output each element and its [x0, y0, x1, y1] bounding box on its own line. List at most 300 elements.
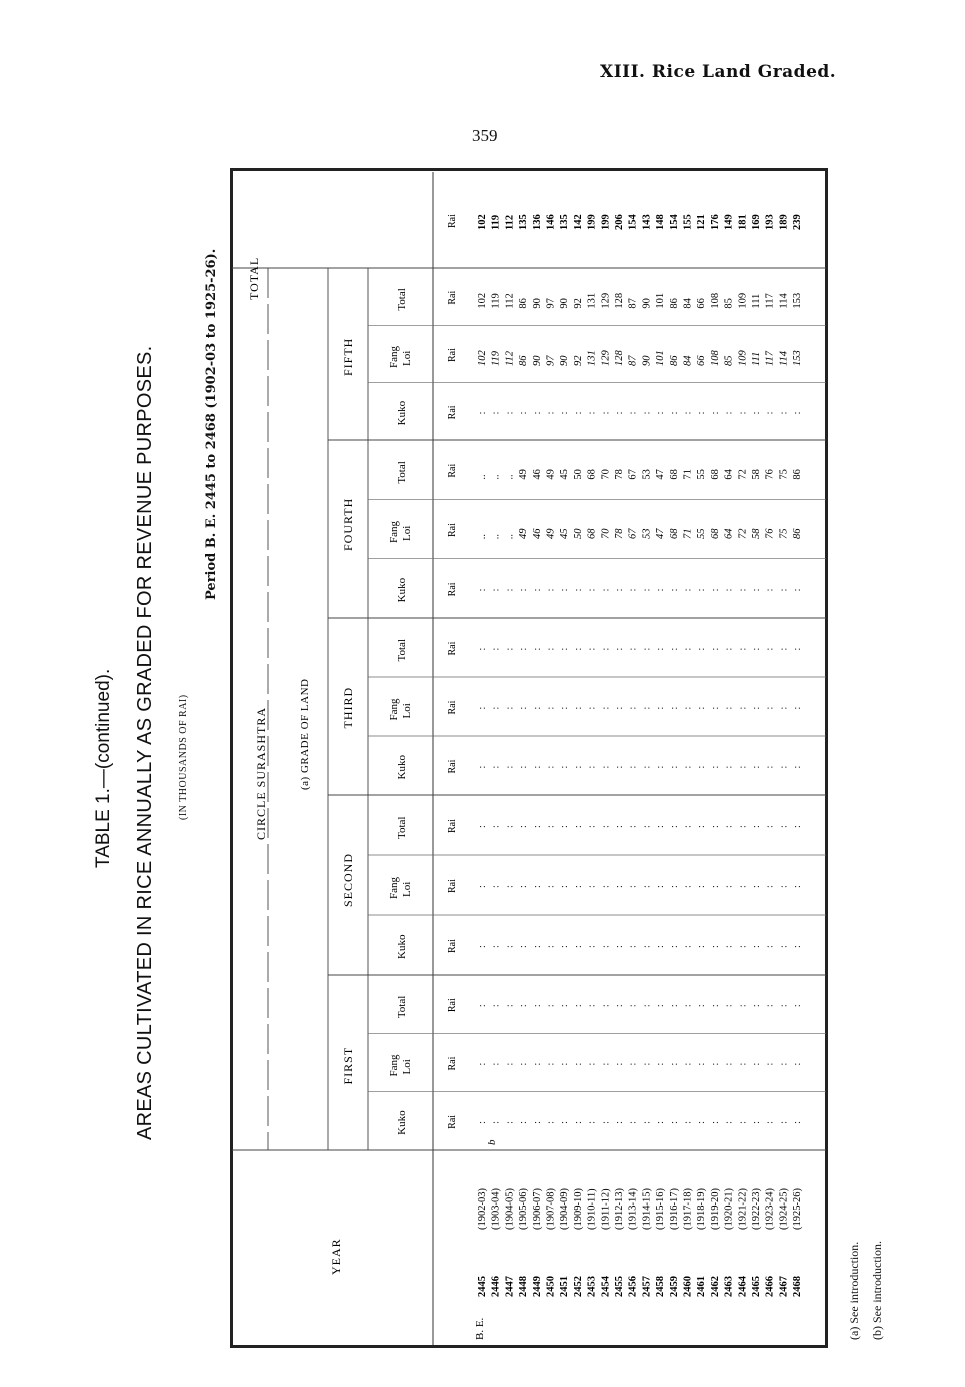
- empty-cell: :: [668, 588, 680, 592]
- unit-label: Rai: [447, 1056, 458, 1071]
- empty-cell: :: [641, 647, 653, 651]
- row-be-year: 2460: [682, 1276, 694, 1297]
- cell-fifth-fangloi: 86: [668, 355, 680, 366]
- empty-cell: :: [477, 825, 488, 828]
- cell-fifth-total: 84: [682, 298, 694, 309]
- cell-total: 189: [778, 214, 790, 230]
- cell-total: 135: [518, 214, 530, 230]
- empty-cell: :: [504, 765, 516, 769]
- empty-cell: :: [477, 885, 488, 888]
- empty-cell: :: [545, 1121, 557, 1124]
- empty-cell: :: [600, 588, 612, 592]
- row-be-year: 2452: [572, 1276, 584, 1297]
- empty-cell: :: [518, 588, 530, 592]
- empty-cell: :: [614, 945, 625, 948]
- empty-cell: :: [572, 588, 584, 592]
- cell-fourth-fangloi: 68: [709, 528, 721, 539]
- empty-cell: :: [490, 588, 502, 592]
- row-ce-year: (1914-15): [641, 1188, 653, 1230]
- footnote-a: [847, 1242, 862, 1340]
- cell-fourth-total: 70: [600, 469, 612, 480]
- cell-total: 239: [792, 214, 804, 230]
- empty-cell: :: [614, 706, 625, 710]
- empty-cell: :: [792, 1062, 804, 1066]
- row-ce-year: (1909-10): [572, 1188, 584, 1230]
- empty-cell: :: [545, 945, 557, 948]
- cell-fourth-total: 46: [531, 469, 543, 480]
- grade-fourth-heading: FOURTH: [341, 497, 355, 551]
- empty-cell: :: [518, 765, 530, 769]
- cell-fourth-total: 76: [764, 469, 776, 480]
- cell-fifth-fangloi: 112: [504, 351, 516, 366]
- empty-cell: :: [572, 411, 584, 415]
- empty-cell: :: [572, 1062, 584, 1066]
- empty-cell: :: [627, 588, 639, 592]
- cell-fourth-total: 78: [614, 469, 625, 480]
- empty-cell: :: [490, 765, 502, 769]
- cell-fourth-total: 49: [545, 469, 557, 480]
- cell-fourth-total: 68: [586, 469, 598, 480]
- empty-cell: :: [504, 706, 516, 710]
- empty-cell: :: [764, 1004, 776, 1008]
- empty-cell: :: [641, 1004, 653, 1008]
- subcol-total-label: Total: [396, 639, 408, 662]
- table-period: Period B. E. 2445 to 2468 (1902-03 to 1925-26).: [204, 248, 219, 600]
- subcol-loi-label: Loi: [401, 881, 413, 897]
- empty-cell: :: [490, 1121, 502, 1124]
- empty-cell: :: [518, 1062, 530, 1066]
- cell-fourth-total: ..: [504, 474, 516, 480]
- cell-total: 143: [641, 214, 653, 230]
- cell-fourth-total: 86: [792, 469, 804, 480]
- empty-cell: :: [572, 647, 584, 651]
- empty-cell: :: [737, 1121, 749, 1124]
- empty-cell: :: [477, 765, 488, 769]
- empty-cell: :: [586, 1121, 598, 1124]
- unit-label: Rai: [447, 641, 458, 656]
- empty-cell: :: [737, 945, 749, 948]
- empty-cell: :: [764, 411, 776, 415]
- empty-cell: :: [518, 706, 530, 710]
- cell-total: 136: [531, 214, 543, 230]
- empty-cell: :: [696, 885, 708, 888]
- empty-cell: :: [792, 885, 804, 888]
- cell-total: 121: [696, 214, 708, 230]
- cell-total: 206: [614, 214, 625, 230]
- empty-cell: :: [696, 765, 708, 769]
- grade-heading: (a) GRADE OF LAND: [299, 678, 311, 790]
- empty-cell: :: [655, 945, 667, 948]
- row-ce-year: (1924-25): [778, 1188, 790, 1230]
- grade-second-heading: SECOND: [341, 852, 355, 907]
- cell-fifth-fangloi: 85: [723, 355, 735, 366]
- unit-label: Rai: [447, 998, 458, 1013]
- empty-cell: :: [627, 411, 639, 415]
- empty-cell: :: [477, 647, 488, 651]
- empty-cell: :: [490, 825, 502, 828]
- empty-cell: :: [531, 1004, 543, 1008]
- subcol-total-label: Total: [396, 288, 408, 311]
- row-ce-year: (1911-12): [600, 1188, 612, 1230]
- empty-cell: :: [709, 706, 721, 710]
- empty-cell: :: [545, 825, 557, 828]
- unit-label: Rai: [447, 939, 458, 953]
- subcol-total-label: Total: [396, 995, 408, 1019]
- unit-label-total: Rai: [447, 214, 458, 228]
- subcol-kuko-label: Kuko: [396, 934, 408, 959]
- empty-cell: :: [764, 1062, 776, 1066]
- cell-fourth-fangloi: 58: [751, 528, 762, 539]
- row-be-year: 2463: [723, 1276, 735, 1297]
- cell-fifth-total: 111: [751, 293, 762, 309]
- empty-cell: :: [792, 1004, 804, 1008]
- subcol-fang-label: Fang: [388, 877, 400, 899]
- empty-cell: :: [531, 1121, 543, 1124]
- cell-fourth-total: 72: [737, 469, 749, 480]
- empty-cell: :: [641, 885, 653, 888]
- empty-cell: :: [778, 1004, 790, 1008]
- cell-fourth-fangloi: 76: [764, 528, 776, 539]
- empty-cell: :: [559, 647, 571, 651]
- empty-cell: :: [490, 885, 502, 888]
- empty-cell: :: [641, 411, 653, 415]
- empty-cell: :: [490, 411, 502, 415]
- empty-cell: :: [709, 945, 721, 948]
- empty-cell: :: [737, 825, 749, 828]
- cell-fourth-fangloi: 67: [627, 528, 639, 539]
- empty-cell: :: [600, 1121, 612, 1124]
- cell-fourth-fangloi: 64: [723, 528, 735, 539]
- empty-cell: :: [723, 1062, 735, 1066]
- empty-cell: :: [709, 765, 721, 769]
- empty-cell: :: [668, 825, 680, 828]
- empty-cell: :: [792, 411, 804, 415]
- cell-fifth-total: 128: [614, 292, 625, 309]
- empty-cell: :: [545, 1004, 557, 1008]
- empty-cell: :: [641, 825, 653, 828]
- row-ce-year: (1925-26): [792, 1188, 804, 1230]
- subcol-loi-label: Loi: [401, 703, 413, 719]
- grade-first-heading: FIRST: [341, 1046, 355, 1085]
- empty-cell: :: [559, 1004, 571, 1008]
- cell-fourth-total: 49: [518, 469, 530, 480]
- cell-fifth-total: 86: [668, 298, 680, 309]
- empty-cell: :: [709, 1121, 721, 1124]
- row-be-year: 2456: [627, 1276, 639, 1297]
- empty-cell: :: [723, 945, 735, 948]
- empty-cell: :: [641, 765, 653, 769]
- empty-cell: :: [764, 765, 776, 769]
- empty-cell: :: [709, 1004, 721, 1008]
- empty-cell: :: [504, 945, 516, 948]
- empty-cell: :: [531, 1062, 543, 1066]
- empty-cell: :: [531, 885, 543, 888]
- empty-cell: :: [737, 885, 749, 888]
- empty-cell: :: [641, 1062, 653, 1066]
- subcol-loi-label: Loi: [401, 525, 413, 541]
- cell-fourth-total: 53: [641, 469, 653, 480]
- cell-fourth-fangloi: 75: [778, 528, 790, 539]
- empty-cell: :: [751, 945, 762, 948]
- row-ce-year: (1912-13): [614, 1188, 625, 1230]
- empty-cell: :: [586, 945, 598, 948]
- cell-total: 102: [477, 214, 488, 230]
- empty-cell: :: [477, 706, 488, 710]
- empty-cell: :: [586, 1062, 598, 1066]
- empty-cell: :: [792, 706, 804, 710]
- unit-label: Rai: [447, 879, 458, 893]
- subcol-fang-label: Fang: [388, 1054, 400, 1077]
- cell-fourth-fangloi: 86: [792, 528, 804, 539]
- empty-cell: :: [655, 825, 667, 828]
- empty-cell: :: [490, 1062, 502, 1066]
- empty-cell: :: [614, 1121, 625, 1124]
- empty-cell: :: [641, 945, 653, 948]
- empty-cell: :: [531, 706, 543, 710]
- empty-cell: :: [641, 588, 653, 592]
- cell-fifth-total: 119: [490, 293, 502, 309]
- row-be-year: 2464: [737, 1276, 749, 1297]
- row-ce-year: (1904-05): [504, 1188, 516, 1230]
- empty-cell: :: [614, 588, 625, 592]
- cell-fifth-fangloi: 129: [600, 350, 612, 366]
- empty-cell: :: [641, 1121, 653, 1124]
- empty-cell: :: [723, 1121, 735, 1124]
- cell-fourth-total: 58: [751, 469, 762, 480]
- cell-fifth-total: 90: [559, 298, 571, 309]
- cell-fourth-total: 71: [682, 469, 694, 480]
- cell-fifth-fangloi: 128: [614, 350, 625, 366]
- row-ce-year: (1902-03): [477, 1188, 488, 1230]
- empty-cell: :: [682, 411, 694, 415]
- cell-total: 169: [751, 214, 762, 230]
- empty-cell: :: [696, 1062, 708, 1066]
- empty-cell: :: [627, 647, 639, 651]
- row-be-year: 2445: [477, 1276, 488, 1297]
- empty-cell: :: [477, 411, 488, 415]
- unit-label: Rai: [447, 819, 458, 833]
- unit-label: Rai: [447, 759, 458, 774]
- row-be-year: 2448: [518, 1276, 530, 1297]
- empty-cell: :: [600, 647, 612, 651]
- empty-cell: :: [504, 1062, 516, 1066]
- empty-cell: :: [682, 825, 694, 828]
- empty-cell: :: [531, 825, 543, 828]
- empty-cell: :: [627, 706, 639, 710]
- unit-label: Rai: [447, 405, 458, 420]
- empty-cell: :: [764, 647, 776, 651]
- empty-cell: :: [586, 825, 598, 828]
- total-heading: TOTAL: [247, 256, 261, 300]
- grade-fifth-heading: FIFTH: [341, 337, 355, 376]
- row-be-year: 2466: [764, 1276, 776, 1297]
- empty-cell: :: [737, 1004, 749, 1008]
- empty-cell: :: [572, 825, 584, 828]
- row-be-year: 2459: [668, 1276, 680, 1297]
- empty-cell: :: [723, 765, 735, 769]
- empty-cell: :: [627, 885, 639, 888]
- empty-cell: :: [559, 1121, 571, 1124]
- empty-cell: :: [778, 1121, 790, 1124]
- row-ce-year: (1907-08): [545, 1188, 557, 1230]
- row-be-year: 2451: [559, 1276, 571, 1297]
- empty-cell: :: [627, 945, 639, 948]
- empty-cell: :: [792, 647, 804, 651]
- empty-cell: :: [696, 1121, 708, 1124]
- empty-cell: :: [682, 1121, 694, 1124]
- empty-cell: :: [559, 885, 571, 888]
- cell-total: 199: [600, 214, 612, 230]
- cell-fifth-total: 87: [627, 298, 639, 309]
- cell-fifth-total: 90: [531, 298, 543, 309]
- empty-cell: :: [751, 1004, 762, 1008]
- table-title: AREAS CULTIVATED IN RICE ANNUALLY AS GRADED FOR REVENUE PURPOSES.: [134, 345, 156, 1140]
- empty-cell: :: [737, 588, 749, 592]
- cell-fourth-fangloi: 68: [586, 528, 598, 539]
- cell-fifth-total: 92: [572, 298, 584, 309]
- cell-fourth-total: 67: [627, 469, 639, 480]
- cell-total: 176: [709, 214, 721, 230]
- empty-cell: :: [751, 765, 762, 769]
- empty-cell: :: [600, 411, 612, 415]
- empty-cell: :: [627, 825, 639, 828]
- cell-total: 154: [627, 214, 639, 230]
- cell-fifth-fangloi: 86: [518, 355, 530, 366]
- empty-cell: :: [518, 945, 530, 948]
- empty-cell: :: [600, 825, 612, 828]
- empty-cell: :: [545, 885, 557, 888]
- empty-cell: :: [751, 1121, 762, 1124]
- empty-cell: :: [751, 588, 762, 592]
- cell-fifth-total: 131: [586, 292, 598, 309]
- cell-fourth-fangloi: 68: [668, 528, 680, 539]
- row-be-year: 2467: [778, 1276, 790, 1297]
- row-ce-year: (1910-11): [586, 1188, 598, 1230]
- cell-fifth-total: 85: [723, 298, 735, 309]
- cell-fifth-fangloi: 131: [586, 350, 598, 366]
- empty-cell: :: [559, 706, 571, 710]
- unit-label: Rai: [447, 290, 458, 305]
- empty-cell: :: [682, 1062, 694, 1066]
- empty-cell: :: [600, 1004, 612, 1008]
- cell-fifth-fangloi: 90: [559, 355, 571, 366]
- empty-cell: :: [504, 411, 516, 415]
- empty-cell: :: [751, 411, 762, 415]
- row-ce-year: (1903-04): [490, 1188, 502, 1230]
- cell-total: 181: [737, 214, 749, 230]
- empty-cell: :: [655, 411, 667, 415]
- empty-cell: :: [600, 765, 612, 769]
- empty-cell: :: [655, 647, 667, 651]
- empty-cell: :: [668, 1004, 680, 1008]
- footnote-b-text: See introduction.: [870, 1241, 884, 1323]
- empty-cell: :: [586, 1004, 598, 1008]
- empty-cell: :: [545, 588, 557, 592]
- row-be-year: 2461: [696, 1276, 708, 1297]
- unit-label: Rai: [447, 523, 458, 537]
- empty-cell: :: [696, 1004, 708, 1008]
- empty-cell: :: [778, 411, 790, 415]
- row-be-year: 2446: [490, 1276, 502, 1297]
- empty-cell: :: [504, 588, 516, 592]
- empty-cell: :: [531, 945, 543, 948]
- empty-cell: :: [655, 1004, 667, 1008]
- row-ce-year: (1919-20): [709, 1188, 721, 1230]
- empty-cell: :: [627, 1121, 639, 1124]
- empty-cell: :: [737, 647, 749, 651]
- cell-total: 193: [764, 214, 776, 230]
- row-be-year: 2465: [751, 1276, 762, 1297]
- cell-fifth-fangloi: 87: [627, 355, 639, 366]
- empty-cell: :: [792, 588, 804, 592]
- footnote-b: [870, 1241, 885, 1340]
- empty-cell: :: [682, 765, 694, 769]
- empty-cell: :: [545, 1062, 557, 1066]
- table-units: (IN THOUSANDS OF RAI): [178, 694, 189, 820]
- row-ce-year: (1905-06): [518, 1188, 530, 1230]
- empty-cell: :: [696, 647, 708, 651]
- empty-cell: :: [764, 945, 776, 948]
- cell-fourth-total: 50: [572, 469, 584, 480]
- empty-cell: :: [600, 706, 612, 710]
- cell-fifth-fangloi: 109: [737, 350, 749, 366]
- empty-cell: :: [655, 1062, 667, 1066]
- footnote-marker-b: b: [486, 1139, 498, 1145]
- empty-cell: :: [627, 765, 639, 769]
- row-be-year: 2458: [655, 1276, 667, 1297]
- empty-cell: :: [559, 945, 571, 948]
- cell-fourth-fangloi: 46: [531, 528, 543, 539]
- subcol-kuko-label: Kuko: [396, 400, 408, 426]
- empty-cell: :: [572, 706, 584, 710]
- circle-heading: CIRCLE SURASHTRA: [254, 706, 268, 840]
- cell-fifth-fangloi: 117: [764, 351, 776, 366]
- cell-fifth-total: 102: [477, 292, 488, 309]
- empty-cell: :: [586, 588, 598, 592]
- empty-cell: :: [778, 765, 790, 769]
- empty-cell: :: [627, 1062, 639, 1066]
- cell-fifth-total: 109: [737, 292, 749, 309]
- row-ce-year: (1904-09): [559, 1188, 571, 1230]
- cell-fifth-total: 153: [792, 292, 804, 309]
- cell-fourth-fangloi: 50: [572, 528, 584, 539]
- cell-fifth-fangloi: 153: [792, 350, 804, 366]
- unit-label: Rai: [447, 582, 458, 597]
- empty-cell: :: [518, 411, 530, 415]
- unit-label: Rai: [447, 1114, 458, 1129]
- table-caption: TABLE 1.—(continued).: [93, 668, 114, 868]
- empty-cell: :: [682, 706, 694, 710]
- empty-cell: :: [737, 1062, 749, 1066]
- cell-fourth-fangloi: 49: [545, 528, 557, 539]
- empty-cell: :: [627, 1004, 639, 1008]
- cell-fourth-fangloi: 47: [655, 528, 667, 539]
- empty-cell: :: [723, 706, 735, 710]
- unit-label: Rai: [447, 348, 458, 362]
- cell-total: 119: [490, 214, 502, 230]
- empty-cell: :: [764, 825, 776, 828]
- empty-cell: :: [764, 588, 776, 592]
- cell-fifth-fangloi: 97: [545, 355, 557, 366]
- footnote-b-marker: (b): [870, 1326, 884, 1340]
- empty-cell: :: [572, 945, 584, 948]
- cell-fifth-total: 129: [600, 292, 612, 309]
- empty-cell: :: [709, 1062, 721, 1066]
- cell-fifth-fangloi: 108: [709, 350, 721, 366]
- be-prefix: B. E.: [474, 1317, 486, 1340]
- footnote-a-marker: (a): [847, 1326, 861, 1340]
- row-ce-year: (1917-18): [682, 1188, 694, 1230]
